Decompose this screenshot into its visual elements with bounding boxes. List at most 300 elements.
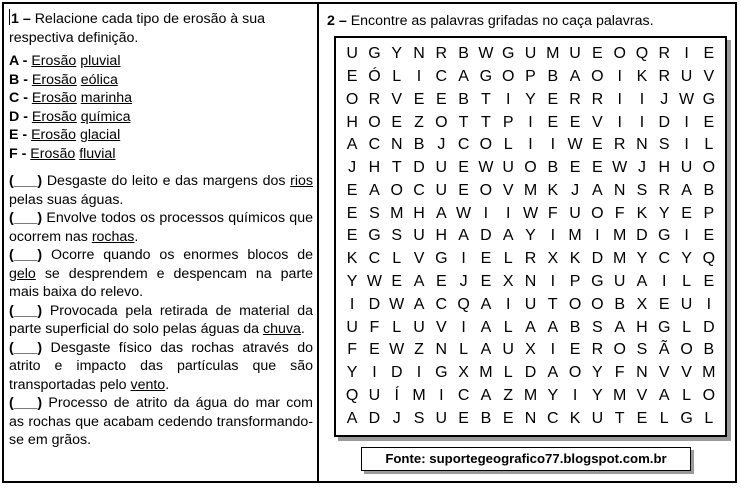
definition-text-end: . bbox=[165, 376, 170, 393]
grid-letter: G bbox=[501, 45, 515, 63]
grid-letter: Q bbox=[635, 45, 649, 63]
grid-letter: U bbox=[680, 159, 693, 177]
grid-letter: E bbox=[346, 227, 358, 245]
answer-blank: (___) bbox=[9, 210, 43, 226]
definition-keyword: rios bbox=[290, 173, 314, 189]
definition-keyword: gelo bbox=[9, 265, 36, 282]
grid-letter: Z bbox=[414, 341, 424, 359]
grid-letter: A bbox=[458, 68, 469, 86]
grid-letter: M bbox=[523, 181, 538, 199]
grid-letter: U bbox=[368, 386, 381, 404]
grid-letter: B bbox=[547, 68, 559, 86]
grid-letter: A bbox=[525, 318, 536, 336]
grid-letter: D bbox=[480, 227, 492, 245]
grid-letter: Ã bbox=[658, 341, 670, 359]
option-term: pluvial bbox=[80, 53, 121, 69]
grid-letter: U bbox=[569, 204, 581, 222]
grid-letter: I bbox=[550, 341, 556, 359]
grid-letter: Y bbox=[525, 227, 536, 245]
grid-letter: A bbox=[458, 227, 469, 245]
grid-letter: I bbox=[550, 227, 556, 245]
grid-letter: I bbox=[528, 113, 533, 131]
erosion-options bbox=[9, 52, 313, 163]
grid-letter: R bbox=[368, 90, 381, 108]
grid-letter: E bbox=[458, 159, 469, 177]
grid-letter: L bbox=[682, 318, 691, 336]
definition-text-end: se desprendem e despencam na parte mais baixa do relevo. bbox=[9, 265, 313, 300]
grid-letter: U bbox=[346, 318, 358, 336]
grid-letter: E bbox=[636, 409, 648, 427]
grid-letter: C bbox=[457, 386, 470, 404]
grid-letter: Y bbox=[681, 250, 692, 268]
grid-letter: O bbox=[524, 159, 537, 177]
grid-letter: O bbox=[591, 295, 604, 313]
grid-letter: Z bbox=[503, 386, 514, 404]
option-term: química bbox=[80, 108, 131, 125]
grid-letter: U bbox=[346, 45, 358, 63]
erosion-option bbox=[9, 145, 313, 164]
grid-letter: E bbox=[435, 90, 447, 108]
grid-letter: E bbox=[480, 250, 492, 268]
erosion-option bbox=[9, 71, 313, 90]
definition-item bbox=[9, 394, 313, 450]
definition-item bbox=[9, 172, 313, 209]
grid-letter: V bbox=[703, 68, 715, 86]
grid-letter: E bbox=[369, 341, 380, 359]
grid-letter: S bbox=[658, 136, 670, 154]
grid-letter: L bbox=[503, 318, 513, 336]
grid-letter: X bbox=[547, 250, 559, 268]
grid-letter: O bbox=[435, 113, 448, 131]
grid-letter: M bbox=[523, 386, 538, 404]
grid-letter: V bbox=[636, 386, 648, 404]
grid-letter: C bbox=[547, 409, 559, 427]
grid-letter: B bbox=[703, 341, 715, 359]
grid-letter: C bbox=[435, 68, 448, 86]
grid-letter: P bbox=[569, 273, 581, 291]
definition-keyword: vento bbox=[130, 376, 166, 393]
grid-letter: B bbox=[458, 90, 469, 108]
grid-letter: L bbox=[392, 68, 402, 86]
question-1 bbox=[9, 9, 313, 450]
grid-letter: K bbox=[569, 250, 581, 268]
grid-letter: I bbox=[416, 68, 422, 86]
source-credit: Fonte: suportegeografico77.blogspot.com.br bbox=[361, 447, 691, 471]
definition-item bbox=[9, 246, 313, 302]
option-letter: C - bbox=[9, 90, 28, 106]
grid-letter: S bbox=[413, 409, 425, 427]
grid-letter: I bbox=[505, 295, 511, 313]
grid-letter: G bbox=[658, 227, 671, 245]
grid-letter: N bbox=[636, 136, 648, 154]
grid-letter: S bbox=[636, 181, 648, 199]
grid-letter: O bbox=[702, 386, 716, 404]
grid-letter: W bbox=[366, 273, 382, 291]
grid-letter: U bbox=[435, 409, 448, 427]
grid-letter: P bbox=[502, 113, 514, 131]
grid-letter: E bbox=[391, 273, 403, 291]
grid-letter: B bbox=[547, 159, 559, 177]
grid-letter: G bbox=[702, 90, 716, 108]
grid-letter: N bbox=[435, 341, 448, 359]
grid-letter: E bbox=[391, 113, 403, 131]
grid-letter: I bbox=[528, 136, 533, 154]
grid-letter: O bbox=[591, 204, 604, 222]
grid-letter: M bbox=[412, 386, 426, 404]
grid-letter: Q bbox=[345, 386, 359, 404]
grid-letter: E bbox=[547, 113, 559, 131]
option-term: glacial bbox=[80, 127, 121, 143]
grid-letter: Ó bbox=[368, 68, 381, 86]
grid-letter: E bbox=[681, 204, 692, 222]
grid-letter: T bbox=[547, 295, 558, 313]
grid-letter: E bbox=[592, 45, 603, 63]
grid-letter: T bbox=[614, 409, 625, 427]
grid-letter: B bbox=[458, 45, 469, 63]
grid-letter: A bbox=[480, 341, 492, 359]
grid-letter: X bbox=[458, 364, 469, 382]
grid-letter: I bbox=[416, 364, 422, 382]
grid-letter: J bbox=[392, 409, 401, 427]
definition-text-end: pelas suas águas. bbox=[9, 191, 124, 208]
grid-letter: I bbox=[439, 386, 444, 404]
grid-letter: B bbox=[480, 409, 492, 427]
grid-letter: W bbox=[478, 45, 494, 63]
grid-letter: L bbox=[659, 409, 669, 427]
grid-letter: A bbox=[681, 181, 692, 199]
question-1-number: 1 – bbox=[11, 11, 31, 27]
grid-letter: Y bbox=[547, 386, 559, 404]
grid-letter: I bbox=[372, 364, 377, 382]
grid-letter: M bbox=[613, 227, 627, 245]
grid-letter: D bbox=[524, 364, 537, 382]
grid-letter: O bbox=[479, 181, 493, 199]
grid-letter: X bbox=[525, 341, 536, 359]
answer-blank: (___) bbox=[9, 302, 43, 319]
grid-letter: E bbox=[703, 273, 715, 291]
grid-letter: T bbox=[481, 90, 491, 108]
grid-letter: O bbox=[345, 90, 359, 108]
grid-letter: Y bbox=[592, 364, 603, 382]
grid-letter: W bbox=[389, 295, 405, 313]
grid-letter: C bbox=[457, 136, 470, 154]
option-term: eólica bbox=[80, 71, 118, 88]
grid-letter: G bbox=[479, 68, 493, 86]
grid-letter: A bbox=[413, 295, 425, 313]
answer-blank: (___) bbox=[9, 247, 43, 263]
grid-letter: G bbox=[591, 273, 604, 291]
option-base: Erosão bbox=[31, 90, 77, 106]
grid-letter: Y bbox=[658, 204, 670, 222]
definition-text-end: . bbox=[134, 228, 139, 245]
definition-keyword: rochas bbox=[91, 228, 135, 245]
grid-letter: I bbox=[505, 204, 511, 222]
word-search-grid bbox=[341, 43, 720, 430]
grid-letter: V bbox=[391, 90, 403, 108]
grid-letter: L bbox=[459, 341, 469, 359]
grid-letter: R bbox=[569, 90, 581, 108]
grid-letter: O bbox=[390, 181, 403, 199]
grid-letter: I bbox=[639, 90, 645, 108]
grid-letter: A bbox=[547, 364, 559, 382]
erosion-option bbox=[9, 108, 313, 127]
grid-letter: L bbox=[503, 364, 513, 382]
erosion-option bbox=[9, 126, 313, 145]
grid-letter: E bbox=[703, 45, 715, 63]
option-term: marinha bbox=[80, 90, 133, 106]
grid-letter: D bbox=[636, 227, 648, 245]
question-2-title bbox=[327, 12, 654, 30]
grid-letter: T bbox=[481, 113, 491, 131]
grid-letter: W bbox=[478, 159, 494, 177]
grid-letter: Z bbox=[414, 113, 424, 131]
grid-letter: O bbox=[501, 68, 515, 86]
grid-letter: U bbox=[435, 181, 448, 199]
option-letter: A - bbox=[9, 53, 28, 69]
grid-letter: V bbox=[658, 364, 670, 382]
definition-text-end: . bbox=[300, 321, 305, 337]
grid-letter: A bbox=[569, 68, 581, 86]
grid-letter: F bbox=[614, 204, 625, 222]
option-base: Erosão bbox=[31, 108, 77, 125]
grid-letter: A bbox=[480, 318, 492, 336]
grid-letter: R bbox=[591, 90, 604, 108]
grid-letter: X bbox=[636, 295, 648, 313]
definition-keyword: chuva bbox=[262, 321, 301, 337]
grid-letter: N bbox=[613, 181, 626, 199]
grid-letter: W bbox=[389, 341, 405, 359]
grid-letter: N bbox=[413, 45, 425, 63]
grid-letter: N bbox=[524, 273, 537, 291]
grid-letter: L bbox=[503, 136, 513, 154]
grid-letter: I bbox=[684, 113, 689, 131]
grid-letter: O bbox=[591, 68, 604, 86]
grid-letter: R bbox=[658, 181, 671, 199]
grid-letter: I bbox=[572, 386, 578, 404]
grid-letter: M bbox=[479, 364, 493, 382]
option-letter: F - bbox=[9, 145, 27, 162]
answer-blank: (___) bbox=[9, 173, 43, 189]
grid-letter: M bbox=[568, 227, 582, 245]
grid-letter: M bbox=[390, 204, 404, 222]
grid-letter: J bbox=[437, 136, 446, 154]
grid-letter: S bbox=[592, 318, 603, 336]
grid-letter: V bbox=[681, 364, 692, 382]
word-search-box bbox=[334, 36, 727, 437]
column-divider bbox=[317, 2, 319, 483]
grid-letter: U bbox=[591, 409, 604, 427]
option-letter: D - bbox=[9, 108, 28, 125]
grid-letter: B bbox=[569, 318, 581, 336]
grid-letter: P bbox=[525, 68, 536, 86]
grid-letter: U bbox=[502, 159, 514, 177]
grid-letter: N bbox=[636, 364, 648, 382]
grid-letter: U bbox=[435, 159, 448, 177]
grid-letter: K bbox=[569, 409, 581, 427]
grid-letter: I bbox=[505, 90, 511, 108]
grid-letter: A bbox=[614, 318, 625, 336]
grid-letter: H bbox=[368, 159, 381, 177]
grid-letter: C bbox=[368, 250, 381, 268]
grid-letter: G bbox=[680, 409, 693, 427]
grid-letter: R bbox=[658, 68, 671, 86]
grid-letter: I bbox=[595, 227, 600, 245]
grid-letter: F bbox=[369, 318, 380, 336]
grid-letter: M bbox=[546, 45, 560, 63]
definition-text: Desgaste do leito e das margens dos bbox=[46, 173, 286, 189]
grid-letter: I bbox=[684, 136, 689, 154]
grid-letter: I bbox=[550, 273, 556, 291]
grid-letter: A bbox=[547, 318, 559, 336]
grid-letter: R bbox=[591, 341, 604, 359]
grid-letter: T bbox=[391, 159, 402, 177]
grid-letter: E bbox=[569, 113, 581, 131]
grid-letter: K bbox=[547, 181, 559, 199]
grid-letter: W bbox=[522, 204, 539, 222]
option-base: Erosão bbox=[31, 127, 77, 143]
grid-letter: U bbox=[524, 45, 537, 63]
grid-letter: H bbox=[636, 318, 648, 336]
grid-letter: G bbox=[658, 318, 671, 336]
grid-letter: O bbox=[702, 159, 716, 177]
grid-letter: I bbox=[483, 204, 489, 222]
grid-letter: E bbox=[346, 68, 358, 86]
grid-letter: N bbox=[390, 136, 403, 154]
grid-letter: A bbox=[636, 273, 648, 291]
definition-text: Envolve todos os processos químicos que ocorrem nas bbox=[9, 210, 313, 245]
grid-letter: U bbox=[680, 68, 693, 86]
grid-letter: Y bbox=[636, 250, 648, 268]
grid-letter: O bbox=[680, 341, 693, 359]
grid-letter: D bbox=[703, 318, 715, 336]
grid-letter: A bbox=[346, 409, 358, 427]
grid-letter: I bbox=[684, 45, 689, 63]
grid-letter: G bbox=[368, 45, 381, 63]
grid-letter: G bbox=[435, 250, 448, 268]
grid-letter: E bbox=[502, 409, 514, 427]
grid-letter: I bbox=[461, 250, 466, 268]
grid-letter: S bbox=[369, 204, 380, 222]
grid-letter: I bbox=[617, 90, 622, 108]
grid-letter: L bbox=[704, 409, 714, 427]
grid-letter: U bbox=[680, 295, 693, 313]
grid-letter: W bbox=[456, 204, 472, 222]
grid-letter: C bbox=[658, 250, 671, 268]
grid-letter: J bbox=[660, 90, 669, 108]
grid-letter: L bbox=[392, 250, 402, 268]
option-base: Erosão bbox=[31, 71, 77, 88]
grid-letter: E bbox=[592, 136, 603, 154]
grid-letter: E bbox=[458, 181, 469, 199]
grid-letter: U bbox=[524, 295, 537, 313]
grid-letter: W bbox=[567, 136, 583, 154]
grid-letter: Y bbox=[391, 45, 403, 63]
grid-letter: H bbox=[346, 113, 358, 131]
grid-letter: D bbox=[368, 409, 381, 427]
grid-letter: B bbox=[614, 295, 625, 313]
grid-letter: U bbox=[502, 341, 514, 359]
option-letter: E - bbox=[9, 127, 28, 143]
grid-letter: F bbox=[614, 364, 625, 382]
grid-letter: I bbox=[617, 113, 622, 131]
grid-letter: E bbox=[658, 295, 670, 313]
grid-letter: I bbox=[349, 295, 355, 313]
grid-letter: I bbox=[617, 68, 622, 86]
option-base: Erosão bbox=[30, 145, 76, 162]
grid-letter: U bbox=[413, 318, 425, 336]
grid-letter: Q bbox=[457, 295, 470, 313]
grid-letter: E bbox=[703, 113, 715, 131]
definition-item bbox=[9, 302, 313, 339]
grid-letter: O bbox=[613, 45, 626, 63]
grid-letter: P bbox=[703, 204, 715, 222]
grid-letter: M bbox=[613, 386, 627, 404]
grid-letter: I bbox=[550, 136, 556, 154]
grid-letter: I bbox=[639, 113, 645, 131]
grid-letter: E bbox=[413, 90, 425, 108]
grid-letter: E bbox=[346, 204, 358, 222]
grid-letter: V bbox=[435, 318, 447, 336]
erosion-option bbox=[9, 89, 313, 108]
grid-letter: H bbox=[413, 204, 425, 222]
grid-letter: W bbox=[679, 90, 695, 108]
grid-letter: R bbox=[524, 250, 537, 268]
grid-letter: O bbox=[613, 341, 626, 359]
grid-letter: J bbox=[571, 181, 580, 199]
option-base: Erosão bbox=[31, 53, 77, 69]
grid-letter: U bbox=[613, 273, 626, 291]
grid-letter: E bbox=[435, 273, 447, 291]
grid-letter: D bbox=[368, 295, 381, 313]
grid-letter: E bbox=[458, 409, 469, 427]
grid-letter: V bbox=[413, 250, 425, 268]
grid-letter: K bbox=[346, 250, 358, 268]
grid-letter: D bbox=[591, 250, 604, 268]
grid-letter: F bbox=[347, 341, 358, 359]
question-1-prompt: Relacione cada tipo de erosão à sua respectiva definição. bbox=[9, 11, 265, 46]
grid-letter: K bbox=[636, 204, 648, 222]
grid-letter: C bbox=[413, 181, 425, 199]
definition-text: Desgaste físico das rochas através do atrito e impacto das partículas que são transportadas pelo bbox=[9, 339, 313, 393]
grid-letter: A bbox=[592, 181, 603, 199]
grid-letter: O bbox=[568, 364, 582, 382]
grid-letter: I bbox=[461, 318, 466, 336]
grid-letter: M bbox=[613, 250, 627, 268]
grid-letter: E bbox=[480, 273, 492, 291]
definition-item bbox=[9, 339, 313, 395]
grid-letter: M bbox=[702, 364, 716, 382]
grid-letter: Y bbox=[346, 364, 358, 382]
grid-letter: D bbox=[658, 113, 671, 131]
grid-letter: W bbox=[612, 159, 628, 177]
grid-letter: H bbox=[658, 159, 671, 177]
grid-letter: A bbox=[502, 227, 514, 245]
grid-letter: J bbox=[348, 159, 357, 177]
option-letter: B - bbox=[9, 71, 28, 88]
grid-letter: D bbox=[390, 364, 403, 382]
option-term: fluvial bbox=[79, 145, 116, 162]
erosion-definitions bbox=[9, 172, 313, 450]
grid-letter: U bbox=[569, 45, 581, 63]
grid-letter: J bbox=[637, 159, 646, 177]
grid-letter: S bbox=[391, 227, 403, 245]
grid-letter: D bbox=[413, 159, 425, 177]
grid-letter: J bbox=[459, 273, 468, 291]
grid-letter: E bbox=[569, 341, 581, 359]
grid-letter: A bbox=[413, 273, 425, 291]
grid-letter: R bbox=[658, 45, 671, 63]
grid-letter: B bbox=[413, 136, 425, 154]
